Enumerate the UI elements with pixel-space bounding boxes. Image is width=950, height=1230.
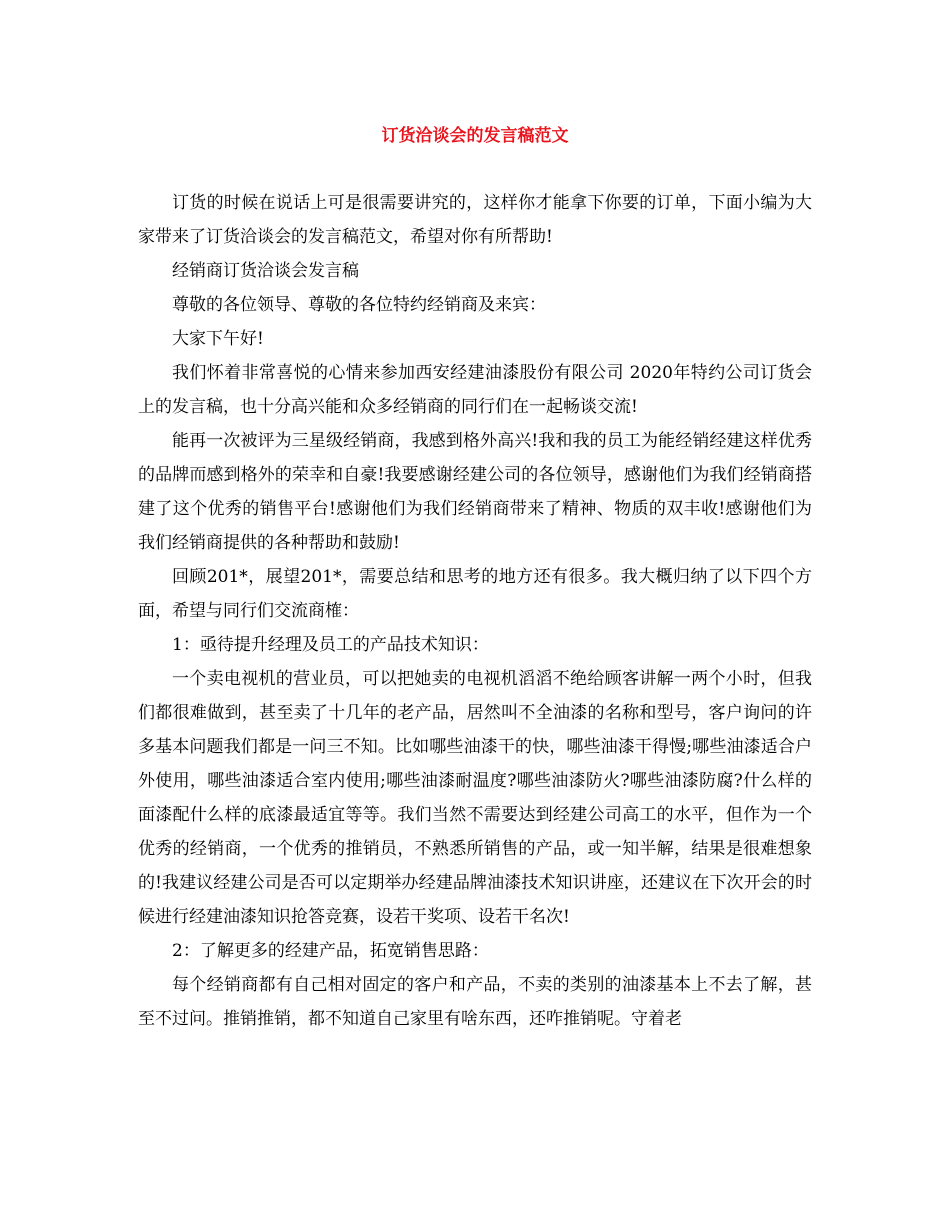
- document-title: 订货洽谈会的发言稿范文: [381, 126, 569, 146]
- paragraph-intro: 订货的时候在说话上可是很需要讲究的，这样你才能拿下你要的订单，下面小编为大家带来了订货洽谈会的发言稿范文，希望对你有所帮助!: [138, 193, 812, 247]
- paragraph-point-2-heading: 2：了解更多的经建产品，拓宽销售思路：: [172, 941, 489, 961]
- paragraph-point-2-body: 每个经销商都有自己相对固定的客户和产品，不卖的类别的油漆基本上不去了解，甚至不过问。推销推销，都不知道自己家里有啥东西，还咋推销呢。守着老: [138, 975, 812, 1029]
- paragraph-review: 回顾201*，展望201*，需要总结和思考的地方还有很多。我大概归纳了以下四个方面，希望与同行们交流商榷：: [138, 567, 812, 621]
- paragraph-heading: 经销商订货洽谈会发言稿: [172, 261, 359, 281]
- paragraph-salutation: 尊敬的各位领导、尊敬的各位特约经销商及来宾：: [172, 295, 546, 315]
- paragraph-opening: 我们怀着非常喜悦的心情来参加西安经建油漆股份有限公司 2020年特约公司订货会上的发言稿，也十分高兴能和众多经销商的同行们在一起畅谈交流!: [138, 363, 812, 417]
- paragraph-thanks: 能再一次被评为三星级经销商，我感到格外高兴!我和我的员工为能经销经建这样优秀的品牌而感到格外的荣幸和自豪!我要感谢经建公司的各位领导，感谢他们为我们经销商搭建了这个优秀的销售平台!感谢他们为我们经销商带来了精神、物质的双丰收!感谢他们为我们经销商提供的各种帮助和鼓励!: [138, 431, 812, 553]
- paragraph-point-1-heading: 1：亟待提升经理及员工的产品技术知识：: [172, 635, 489, 655]
- document-body: [138, 186, 812, 1036]
- paragraph-point-1-body: 一个卖电视机的营业员，可以把她卖的电视机滔滔不绝给顾客讲解一两个小时，但我们都很难做到，甚至卖了十几年的老产品，居然叫不全油漆的名称和型号，客户询问的许多基本问题我们都是一问三不知。比如哪些油漆干的快，哪些油漆干得慢;哪些油漆适合户外使用，哪些油漆适合室内使用;哪些油漆耐温度?哪些油漆防火?哪些油漆防腐?什么样的面漆配什么样的底漆最适宜等等。我们当然不需要达到经建公司高工的水平，但作为一个优秀的经销商，一个优秀的推销员，不熟悉所销售的产品，或一知半解，结果是很难想象的!我建议经建公司是否可以定期举办经建品牌油漆技术知识讲座，还建议在下次开会的时候进行经建油漆知识抢答竞赛，设若干奖项、设若干名次!: [138, 669, 812, 927]
- paragraph-greeting: 大家下午好!: [172, 329, 264, 349]
